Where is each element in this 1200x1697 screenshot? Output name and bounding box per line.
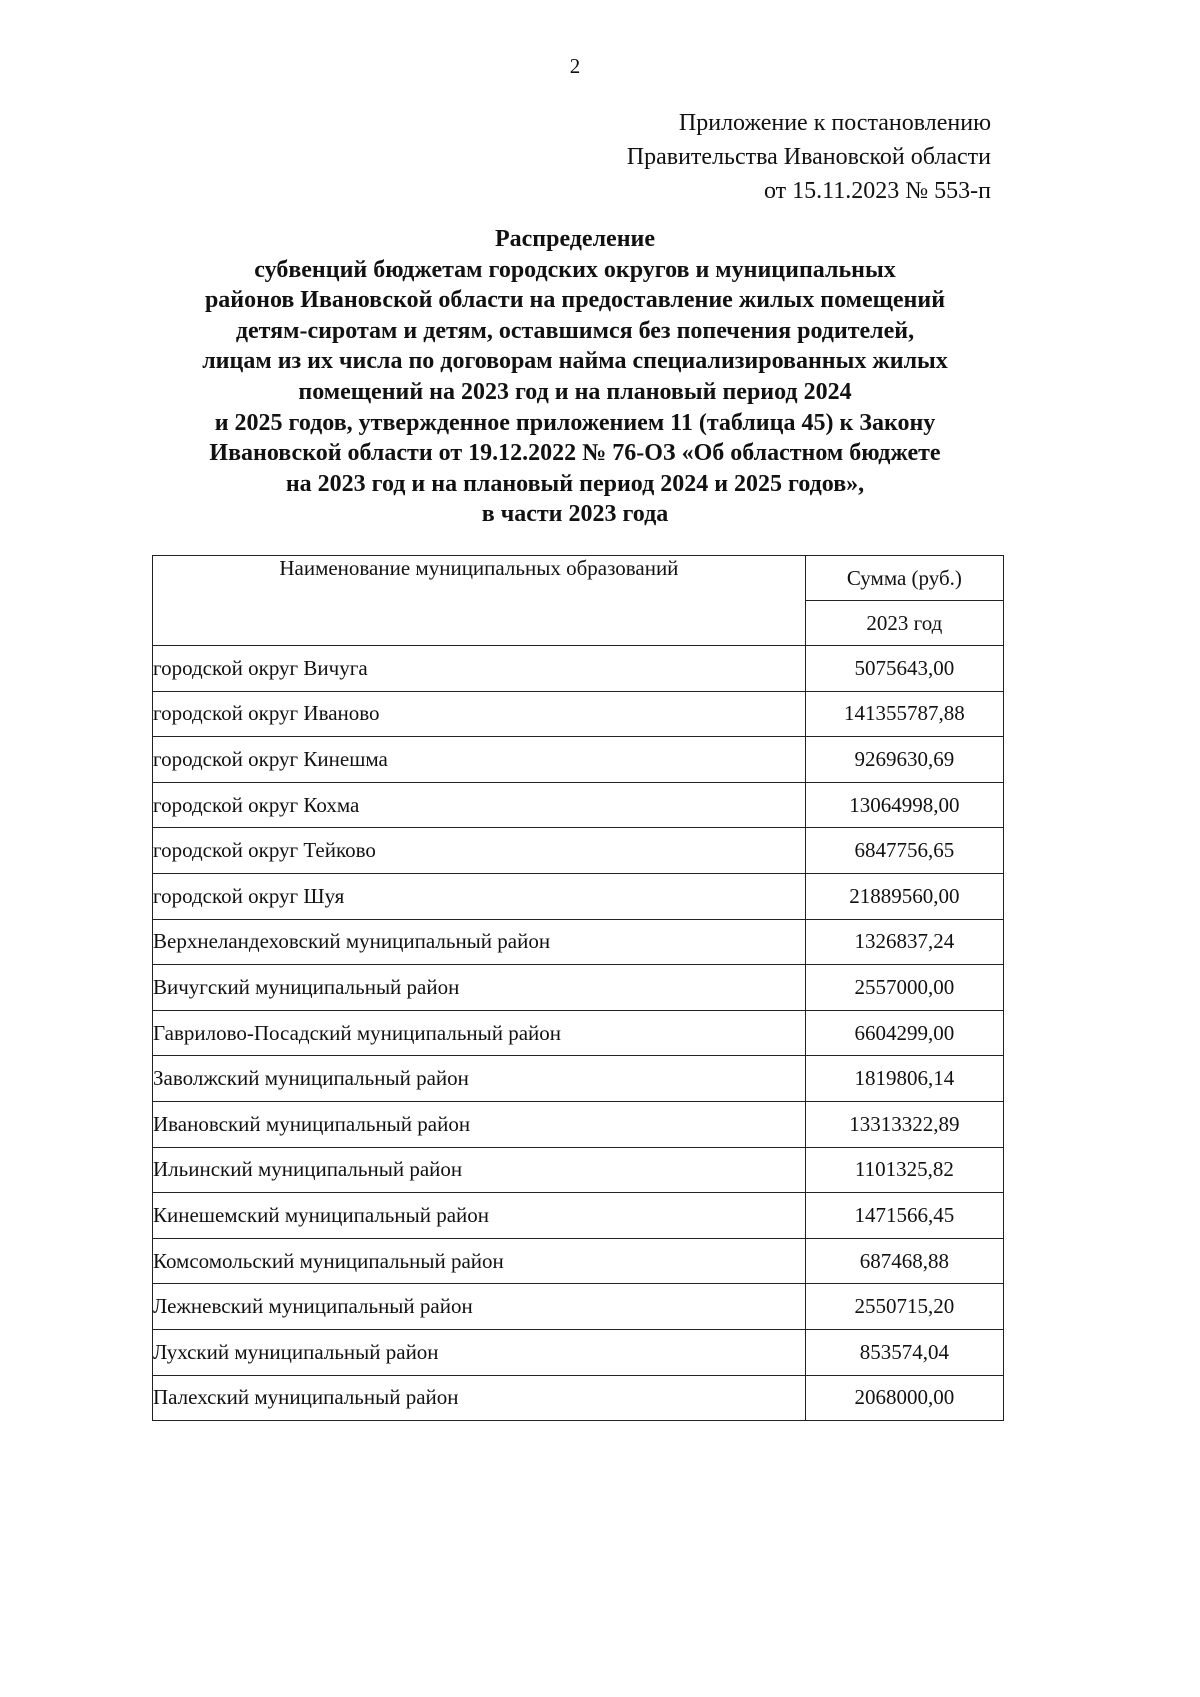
title-line: районов Ивановской области на предоставление жилых помещений <box>204 287 946 314</box>
subvention-sum: 9269630,69 <box>805 737 1003 783</box>
table-row <box>153 782 1004 828</box>
table-row <box>153 691 1004 737</box>
subvention-sum: 687468,88 <box>805 1238 1003 1284</box>
table-row <box>153 1375 1004 1421</box>
table-row <box>153 1010 1004 1056</box>
subvention-sum: 6604299,00 <box>805 1010 1003 1056</box>
subvention-sum: 6847756,65 <box>805 828 1003 874</box>
table-row <box>153 1284 1004 1330</box>
municipality-name: Гаврилово-Посадский муниципальный район <box>153 1010 806 1056</box>
subvention-sum: 1819806,14 <box>805 1056 1003 1102</box>
header-sum: Сумма (руб.) <box>805 556 1003 601</box>
subvention-sum: 5075643,00 <box>805 646 1003 692</box>
municipality-name: Ивановский муниципальный район <box>153 1101 806 1147</box>
title-line: лицам из их числа по договорам найма специализированных жилых <box>202 348 948 375</box>
subvention-sum: 21889560,00 <box>805 873 1003 919</box>
table-row <box>153 737 1004 783</box>
subvention-sum: 2550715,20 <box>805 1284 1003 1330</box>
subvention-sum: 13313322,89 <box>805 1101 1003 1147</box>
table-row <box>153 1238 1004 1284</box>
table-row <box>153 828 1004 874</box>
subvention-sum: 853574,04 <box>805 1329 1003 1375</box>
title-line: Ивановской области от 19.12.2022 № 76-ОЗ «Об областном бюджете <box>209 440 941 467</box>
municipality-name: городской округ Шуя <box>153 873 806 919</box>
municipality-name: Верхнеландеховский муниципальный район <box>153 919 806 965</box>
title-line: детям-сиротам и детям, оставшимся без попечения родителей, <box>235 317 915 344</box>
municipality-name: Палехский муниципальный район <box>153 1375 806 1421</box>
header-municipality: Наименование муниципальных образований <box>153 556 806 646</box>
title-line: Распределение <box>494 226 656 252</box>
table-row <box>153 965 1004 1011</box>
title-line: помещений на 2023 год и на плановый период 2024 <box>298 378 852 405</box>
document-title <box>150 224 1000 530</box>
title-line: на 2023 год и на плановый период 2024 и 2025 годов», <box>285 470 865 497</box>
subvention-sum: 1101325,82 <box>805 1147 1003 1193</box>
municipality-name: городской округ Кохма <box>153 782 806 828</box>
municipality-name: Лухский муниципальный район <box>153 1329 806 1375</box>
subvention-sum: 1471566,45 <box>805 1193 1003 1239</box>
title-line: и 2025 годов, утвержденное приложением 11 (таблица 45) к Закону <box>214 409 936 436</box>
table-row <box>153 1147 1004 1193</box>
appendix-reference <box>627 106 991 208</box>
municipality-name: городской округ Тейково <box>153 828 806 874</box>
table-body <box>153 646 1004 1421</box>
municipality-name: Лежневский муниципальный район <box>153 1284 806 1330</box>
subvention-sum: 2068000,00 <box>805 1375 1003 1421</box>
table-row <box>153 1056 1004 1102</box>
municipality-name: Комсомольский муниципальный район <box>153 1238 806 1284</box>
municipality-name: городской округ Иваново <box>153 691 806 737</box>
municipality-name: Ильинский муниципальный район <box>153 1147 806 1193</box>
subvention-sum: 2557000,00 <box>805 965 1003 1011</box>
title-line: субвенций бюджетам городских округов и муниципальных <box>254 256 896 283</box>
table-row <box>153 919 1004 965</box>
municipality-name: городской округ Кинешма <box>153 737 806 783</box>
subvention-sum: 1326837,24 <box>805 919 1003 965</box>
table-row <box>153 1193 1004 1239</box>
table-row <box>153 646 1004 692</box>
table-row <box>153 1101 1004 1147</box>
subvention-sum: 13064998,00 <box>805 782 1003 828</box>
subvention-sum: 141355787,88 <box>805 691 1003 737</box>
header-year: 2023 год <box>805 601 1003 646</box>
table-row <box>153 873 1004 919</box>
appendix-line: Правительства Ивановской области <box>626 144 991 170</box>
appendix-line: Приложение к постановлению <box>678 110 991 136</box>
table-row <box>153 1329 1004 1375</box>
page-number: 2 <box>569 54 581 78</box>
municipality-name: Заволжский муниципальный район <box>153 1056 806 1102</box>
municipality-name: Вичугский муниципальный район <box>153 965 806 1011</box>
municipality-name: городской округ Вичуга <box>153 646 806 692</box>
appendix-line: от 15.11.2023 № 553-п <box>763 178 991 204</box>
subventions-table <box>152 555 1004 1421</box>
municipality-name: Кинешемский муниципальный район <box>153 1193 806 1239</box>
title-line: в части 2023 года <box>481 501 669 528</box>
